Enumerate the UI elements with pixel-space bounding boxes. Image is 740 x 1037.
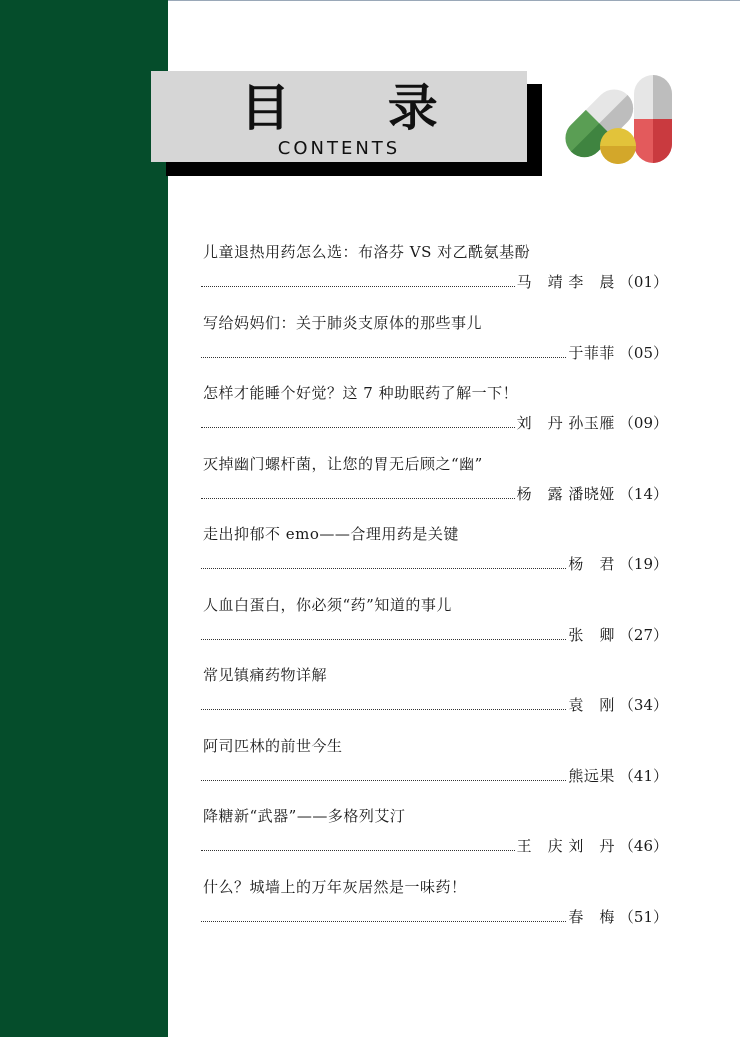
dot-leader: [201, 708, 566, 710]
toc-entry-page: （51）: [618, 907, 668, 926]
toc-entry-title: 人血白蛋白，你必须“药”知道的事儿: [203, 595, 452, 614]
toc-entry-line: [201, 341, 668, 363]
toc-entry[interactable]: [201, 522, 668, 593]
toc-entry[interactable]: [201, 734, 668, 805]
toc-entry-author: 熊远果: [568, 766, 615, 785]
dot-leader: [201, 638, 566, 640]
page-subtitle: CONTENTS: [277, 138, 401, 159]
toc-entry-page: （14）: [618, 484, 668, 503]
toc-entry-line: [201, 905, 668, 927]
capsules-icon: [560, 72, 675, 167]
toc-entry-title: 灭掉幽门螺杆菌，让您的胃无后顾之“幽”: [203, 454, 483, 473]
toc-entry-line: [201, 834, 668, 856]
toc-entry-author: 马 靖 李 晨: [516, 273, 615, 291]
dot-leader: [201, 497, 515, 499]
toc-entry-page: （05）: [618, 343, 668, 362]
toc-entry[interactable]: [201, 240, 668, 311]
page-title: 目 录: [240, 79, 478, 137]
toc-entry-line: [201, 623, 668, 645]
dot-leader: [201, 920, 566, 922]
toc-entry-line: [201, 482, 668, 504]
toc-entry-page: （01）: [618, 273, 668, 291]
toc-entry-page: （09）: [618, 414, 668, 432]
table-of-contents: [201, 240, 668, 945]
green-sidebar: [0, 0, 168, 1037]
toc-entry-title: 阿司匹林的前世今生: [203, 736, 343, 755]
title-box: [151, 71, 527, 162]
toc-entry-line: [201, 411, 668, 433]
dot-leader: [201, 567, 566, 569]
toc-entry-page: （46）: [618, 837, 668, 855]
toc-entry[interactable]: [201, 381, 668, 452]
dot-leader: [201, 849, 515, 851]
toc-entry-page: （27）: [618, 625, 668, 644]
toc-entry-title: 常见镇痛药物详解: [203, 666, 328, 684]
toc-entry-author: 王 庆 刘 丹: [516, 837, 615, 855]
toc-entry-author: 杨 露 潘晓娅: [516, 484, 615, 503]
toc-entry[interactable]: [201, 663, 668, 734]
toc-entry[interactable]: [201, 311, 668, 382]
toc-entry-title: 降糖新“武器”——多格列艾汀: [203, 807, 406, 825]
toc-entry[interactable]: [201, 804, 668, 875]
toc-entry-page: （34）: [618, 696, 668, 714]
toc-entry-line: [201, 764, 668, 786]
toc-entry-title: 什么？城墙上的万年灰居然是一味药！: [203, 877, 467, 896]
dot-leader: [201, 779, 566, 781]
toc-entry-page: （19）: [618, 555, 668, 573]
dot-leader: [201, 426, 515, 428]
toc-entry-author: 杨 君: [568, 555, 615, 573]
toc-entry-title: 怎样才能睡个好觉？这 7 种助眠药了解一下！: [203, 384, 519, 402]
toc-entry-title: 儿童退热用药怎么选：布洛芬 VS 对乙酰氨基酚: [203, 243, 531, 261]
dot-leader: [201, 285, 515, 287]
toc-entry[interactable]: [201, 875, 668, 946]
toc-entry[interactable]: [201, 593, 668, 664]
toc-entry[interactable]: [201, 452, 668, 523]
toc-entry-line: [201, 552, 668, 574]
dot-leader: [201, 356, 566, 358]
toc-entry-line: [201, 693, 668, 715]
toc-entry-title: 走出抑郁不 emo——合理用药是关键: [203, 525, 459, 543]
toc-entry-title: 写给妈妈们：关于肺炎支原体的那些事儿: [203, 313, 483, 332]
toc-entry-author: 于菲菲: [568, 343, 615, 362]
toc-entry-author: 春 梅: [568, 907, 615, 926]
toc-entry-author: 张 卿: [568, 625, 615, 644]
toc-entry-author: 袁 刚: [568, 696, 615, 714]
toc-entry-line: [201, 270, 668, 292]
toc-entry-author: 刘 丹 孙玉雁: [516, 414, 615, 432]
toc-entry-page: （41）: [618, 766, 668, 785]
